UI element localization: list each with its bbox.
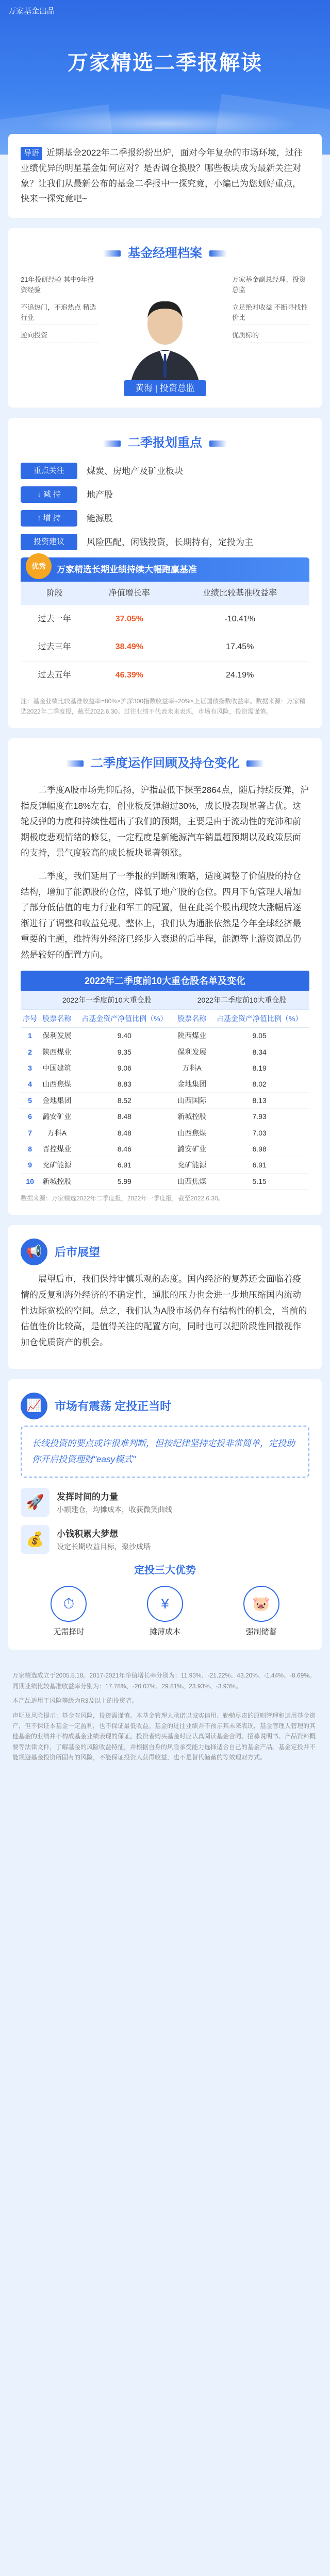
table-row — [21, 661, 309, 689]
focus-label: 重点关注 — [21, 463, 77, 479]
growth-cell: 38.49% — [88, 633, 170, 662]
table-row — [21, 1044, 309, 1060]
q2-pct-cell: 8.19 — [209, 1060, 309, 1076]
q2-pct-cell: 5.15 — [209, 1173, 309, 1189]
q2-pct-cell: 8.02 — [209, 1076, 309, 1092]
growth-cell: 37.05% — [88, 605, 170, 633]
benchmark-cell: 24.19% — [170, 661, 309, 689]
section-bar-left — [103, 440, 121, 447]
advantage-label: 无需择时 — [53, 1628, 85, 1637]
col-header: 股票名称 — [174, 1009, 209, 1027]
period-cell: 过去三年 — [21, 633, 88, 662]
q1-pct-cell: 8.48 — [75, 1125, 175, 1141]
table-row — [21, 1141, 309, 1157]
manager-section-head — [21, 244, 309, 263]
focus-value: 风险匹配，闲钱投资，长期持有，定投为主 — [87, 537, 253, 547]
rank-cell: 7 — [21, 1125, 39, 1141]
col-header: 净值增长率 — [88, 582, 170, 605]
timing-quote: 长线投资的要点或许很难判断，但按纪律坚持定投非常简单，定投助你开启投资理财"easy模式" — [21, 1426, 309, 1478]
q1-name-cell: 陕西煤业 — [39, 1044, 74, 1060]
q2-name-cell: 陕西煤业 — [174, 1028, 209, 1044]
manager-tag: 逆向投资 — [21, 328, 98, 343]
top10-header-row — [21, 1009, 309, 1027]
q1-pct-cell: 9.35 — [75, 1044, 175, 1060]
table-row — [21, 605, 309, 633]
timing-text — [57, 1490, 172, 1516]
arrow-up-icon: ↑ — [37, 513, 43, 522]
manager-name: 黄海 | 投资总监 — [124, 380, 206, 396]
manager-profile — [21, 273, 309, 396]
focus-section-head — [21, 433, 309, 453]
focus-section-title: 二季报划重点 — [128, 436, 202, 450]
timing-card — [8, 1379, 322, 1650]
outlook-card — [8, 1225, 322, 1369]
q1-name-cell: 万科A — [39, 1125, 74, 1141]
rank-cell: 1 — [21, 1028, 39, 1044]
table-row — [21, 1173, 309, 1189]
fine-print-paragraph: 万家精选成立于2005.5.18。2017-2021年净值增长率分别为：11.93%、-21.22%、43.20%、-1.44%、-8.69%。同期业绩比较基准收益率分别为：17.78%、-20.07%、29.81%、23.93%、-3.93%。 — [12, 1672, 316, 1690]
table-row — [21, 1092, 309, 1108]
q2-name-cell: 新城控股 — [174, 1109, 209, 1125]
q2-section-title: 二季度运作回顾及持仓变化 — [91, 756, 239, 770]
q1-name-cell: 保利发展 — [39, 1028, 74, 1044]
q1-pct-cell: 9.40 — [75, 1028, 175, 1044]
manager-tag: 万家基金副总经理、投资总监 — [232, 273, 309, 297]
advantage-item — [230, 1586, 292, 1638]
q2-card — [8, 738, 322, 1215]
q2-pct-cell: 9.05 — [209, 1028, 309, 1044]
focus-card — [8, 418, 322, 727]
rank-cell: 4 — [21, 1076, 39, 1092]
performance-banner — [21, 557, 309, 582]
rank-cell: 6 — [21, 1109, 39, 1125]
q1-pct-cell: 8.48 — [75, 1109, 175, 1125]
col-header: 占基金资产净值比例（%） — [209, 1009, 309, 1027]
focus-value: 能源股 — [87, 513, 113, 523]
rank-cell: 10 — [21, 1173, 39, 1189]
focus-value: 地产股 — [87, 489, 113, 500]
q1-name-cell: 潞安矿业 — [39, 1109, 74, 1125]
table-row — [21, 633, 309, 662]
q2-section-head — [21, 754, 309, 773]
top10-group-row — [21, 991, 309, 1009]
section-bar-left — [66, 760, 84, 767]
manager-tag: 不追热门，不追热点 精选行业 — [21, 300, 98, 325]
q2-name-cell: 保利发展 — [174, 1044, 209, 1060]
manager-tag: 立足绝对收益 不断寻找性价比 — [232, 300, 309, 325]
timing-text — [57, 1527, 151, 1553]
focus-row — [21, 463, 309, 479]
timing-item — [21, 1488, 309, 1517]
rank-cell: 9 — [21, 1157, 39, 1173]
intro-text — [21, 145, 309, 207]
q2-name-cell: 金地集团 — [174, 1076, 209, 1092]
period-cell: 过去五年 — [21, 661, 88, 689]
q2-name-cell: 兖矿能源 — [174, 1157, 209, 1173]
table-row — [21, 1125, 309, 1141]
rank-cell: 5 — [21, 1092, 39, 1108]
top10-body — [21, 1028, 309, 1190]
q1-name-cell: 兖矿能源 — [39, 1157, 74, 1173]
table-row — [21, 1060, 309, 1076]
top10-table — [21, 991, 309, 1190]
q2-pct-cell: 6.91 — [209, 1157, 309, 1173]
q1-name-cell: 金地集团 — [39, 1092, 74, 1108]
col-header: 序号 — [21, 1009, 39, 1027]
focus-label: 投资建议 — [21, 534, 77, 550]
manager-left-tags — [21, 273, 98, 346]
performance-title: 万家精选长期业绩持续大幅跑赢基准 — [57, 564, 197, 574]
q1-name-cell: 晋控煤业 — [39, 1141, 74, 1157]
manager-card — [8, 228, 322, 408]
rank-cell: 8 — [21, 1141, 39, 1157]
q2-name-cell: 山西焦煤 — [174, 1173, 209, 1189]
advantages-row — [21, 1586, 309, 1638]
focus-label-text: 减 持 — [43, 489, 61, 499]
col-header: 股票名称 — [39, 1009, 74, 1027]
intro-body: 近期基金2022年二季报纷纷出炉，面对今年复杂的市场环境，过往业绩优异的明星基金如何应对？是否调仓换股？哪些板块成为最新关注对象？让我们从最新公布的基金二季报中一探究竟，小编已为您划好重点，快来一探究竟吧~ — [21, 148, 303, 204]
table-row — [21, 1157, 309, 1173]
col-header: 业绩比较基准收益率 — [170, 582, 309, 605]
focus-value: 煤炭、房地产及矿业板块 — [87, 466, 183, 476]
manager-tag: 优质标的 — [232, 328, 309, 343]
q2-group-header: 2022年二季度前10大重仓股 — [174, 991, 309, 1009]
hero-title: 万家精选二季报解读 — [68, 52, 262, 74]
advantages-title: 定投三大优势 — [134, 1565, 196, 1577]
q2-pct-cell: 8.34 — [209, 1044, 309, 1060]
timing-title: 市场有震荡 定投正当时 — [55, 1399, 172, 1413]
q1-pct-cell: 6.91 — [75, 1157, 175, 1173]
q2-name-cell: 山西焦煤 — [174, 1125, 209, 1141]
section-bar-right — [246, 760, 264, 767]
fine-print-paragraph: 声明及风险提示：基金有风险，投资需谨慎。本基金管理人承诺以诚实信用、勤勉尽责的原则管理和运用基金资产，但不保证本基金一定盈利，也不保证最低收益。基金的过往业绩并不预示其未来表现，基金管理人管理的其他基金的业绩并不构成基金业绩表现的保证。投资者购买基金时应认真阅读基金合同、招募说明书、产品资料概要等法律文件，了解基金的风险收益特征，并根据自身的风险承受能力选择适合自己的基金产品。基金定投并不能规避基金投资所固有的风险，不能保证投资人获得收益，也不是替代储蓄的等效理财方式。 — [12, 1711, 316, 1761]
hero-banner — [0, 0, 330, 155]
top10-title: 2022年二季度前10大重仓股名单及变化 — [21, 971, 309, 992]
fine-print — [0, 1660, 330, 1787]
outlook-text: 展望后市，我们保持审慎乐观的态度。国内经济的复苏还会面临着疫情的反复和海外经济的不确定性，通胀的压力也会进一步地压缩国内流动性边际宽松的空间。总之，我们认为A股市场仍存有结构性的机会，当前的估值性价比较高，是值得关注的配置方向，同时也可以把阶段性回撤视作加仓优质资产的机会。 — [21, 1274, 307, 1347]
intro-card — [8, 134, 322, 218]
advantage-item — [134, 1586, 196, 1638]
timing-item — [21, 1525, 309, 1554]
section-bar-right — [209, 440, 227, 447]
q1-name-cell: 新城控股 — [39, 1173, 74, 1189]
table-row — [21, 1109, 309, 1125]
period-cell: 过去一年 — [21, 605, 88, 633]
brand-label: 万家基金出品 — [8, 7, 55, 15]
benchmark-cell: 17.45% — [170, 633, 309, 662]
performance-note: 注：基金业绩比较基准收益率=80%×沪深300指数收益率+20%×上证国债指数收益率。数据来源：万家精选2022年二季度报，截至2022.6.30。过往业绩不代表未来表现，市场有风险，投资需谨慎。 — [21, 698, 306, 715]
q2-name-cell: 万科A — [174, 1060, 209, 1076]
fine-print-paragraph: 本产品适用于风险等级为R3及以上的投资者。 — [12, 1697, 138, 1705]
section-bar-left — [103, 250, 121, 257]
q1-group-header: 2022年一季度前10大重仓股 — [39, 991, 174, 1009]
performance-table — [21, 582, 309, 689]
q2-paragraph: 二季度，我们延用了一季报的判断和策略，适度调整了价值股的持仓结构，增加了能源股的仓位，降低了地产股的仓位。四月下旬管理人增加了部分低估值的电力行业和军工的配置，但在此类个股出现较大涨幅后逐渐进行了调整和收益兑现。整体上，我们认为通胀依然是今年全球经济最重要的主题，维持海外经济已经步入衰退的后半程，能源等上游资源品仍然是较好的配置方向。 — [21, 871, 301, 960]
megaphone-icon: 📢 — [21, 1239, 47, 1265]
coin-down-icon: ¥ — [147, 1586, 183, 1622]
performance-header-row — [21, 582, 309, 605]
table-row — [21, 1076, 309, 1092]
excellent-badge: 优秀 — [26, 553, 52, 579]
manager-section-title: 基金经理档案 — [128, 246, 202, 260]
timing-item-desc: 设定长期收益目标，聚沙成塔 — [57, 1542, 151, 1551]
coins-icon: 💰 — [21, 1525, 50, 1554]
q2-pct-cell: 8.13 — [209, 1092, 309, 1108]
q1-name-cell: 山西焦煤 — [39, 1076, 74, 1092]
q2-paragraph: 二季度A股市场先抑后扬，沪指最低下探至2864点，随后持续反弹，沪指反弹幅度在18%左右，创业板反弹超过30%，成长股表现显著占优。这轮反弹的力度和持续性超出了我们的预期，主要是由于流动性的充沛和前期极度悲观情绪的修复，一定程度是新能源汽车销量超预期以及政策层面的支持，景气度较高的成长板块显著领涨。 — [21, 785, 309, 858]
table-row — [21, 1028, 309, 1044]
q2-name-cell: 潞安矿业 — [174, 1141, 209, 1157]
manager-right-tags — [232, 273, 309, 346]
q2-pct-cell: 7.03 — [209, 1125, 309, 1141]
growth-cell: 46.39% — [88, 661, 170, 689]
advantage-label: 强制储蓄 — [245, 1628, 277, 1637]
q1-pct-cell: 5.99 — [75, 1173, 175, 1189]
focus-row — [21, 486, 309, 503]
focus-label-text: 增 持 — [43, 513, 61, 522]
outlook-title: 后市展望 — [55, 1245, 101, 1259]
benchmark-cell: -10.41% — [170, 605, 309, 633]
q1-pct-cell: 8.83 — [75, 1076, 175, 1092]
advantage-item — [38, 1586, 100, 1638]
q2-pct-cell: 6.98 — [209, 1141, 309, 1157]
rank-cell: 2 — [21, 1044, 39, 1060]
manager-photo — [113, 273, 217, 396]
q2-name-cell: 山西国际 — [174, 1092, 209, 1108]
col-header: 占基金资产净值比例（%） — [75, 1009, 175, 1027]
timing-item-title: 发挥时间的力量 — [57, 1492, 118, 1502]
q1-pct-cell: 8.46 — [75, 1141, 175, 1157]
q1-pct-cell: 9.06 — [75, 1060, 175, 1076]
rocket-icon: 🚀 — [21, 1488, 50, 1517]
q1-pct-cell: 8.52 — [75, 1092, 175, 1108]
q1-name-cell: 中国建筑 — [39, 1060, 74, 1076]
timing-item-desc: 小额建仓，均摊成本，收获微笑曲线 — [57, 1505, 172, 1514]
manager-tag: 21年投研经验 其中9年投资经验 — [21, 273, 98, 297]
rank-cell: 3 — [21, 1060, 39, 1076]
focus-label — [21, 510, 77, 527]
timing-head — [21, 1393, 309, 1419]
q2-pct-cell: 7.93 — [209, 1109, 309, 1125]
chart-icon: 📈 — [21, 1393, 47, 1419]
top10-source: 数据来源：万家精选2022年二季度报，2022年一季度报，截至2022.6.30。 — [21, 1195, 224, 1202]
focus-label — [21, 486, 77, 503]
intro-tag: 导语 — [21, 147, 42, 160]
advantage-label: 摊薄成本 — [149, 1628, 180, 1637]
arrow-down-icon: ↓ — [37, 489, 43, 499]
clock-icon: ⏱ — [51, 1586, 87, 1622]
section-bar-right — [209, 250, 227, 257]
outlook-head — [21, 1239, 309, 1265]
focus-row — [21, 510, 309, 527]
piggy-bank-icon: 🐷 — [243, 1586, 279, 1622]
focus-row — [21, 534, 309, 550]
timing-item-title: 小钱积累大梦想 — [57, 1529, 118, 1539]
col-header-blank — [21, 991, 39, 1009]
col-header: 阶段 — [21, 582, 88, 605]
